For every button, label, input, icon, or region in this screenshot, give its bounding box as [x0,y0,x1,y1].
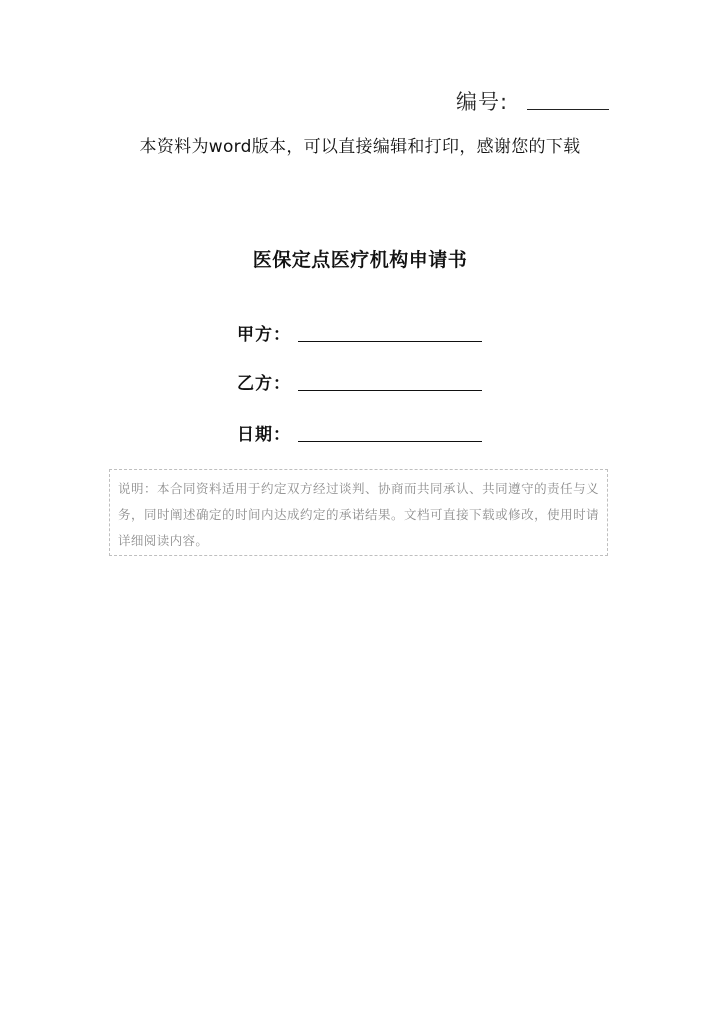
serial-number-label: 编号: [456,90,509,114]
party-a-blank-line [298,341,482,342]
party-b-label: 乙方： [237,374,291,394]
disclaimer-box: 说明：本合同资料适用于约定双方经过谈判、协商而共同承认、共同遵守的责任与义务，同时阐述确定的时间内达成约定的承诺结果。文档可直接下载或修改，使用时请详细阅读内容。 [109,469,608,556]
party-a-label: 甲方： [237,325,291,345]
date-row [237,420,487,448]
party-a-row [237,320,487,348]
date-label: 日期： [237,425,291,445]
serial-number-field [456,86,616,116]
date-blank-line [298,441,482,442]
download-notice: 本资料为word版本，可以直接编辑和打印，感谢您的下载 [139,137,581,157]
document-title: 医保定点医疗机构申请书 [252,249,468,271]
serial-number-blank-line [527,109,609,110]
party-b-row [237,369,487,397]
party-b-blank-line [298,390,482,391]
